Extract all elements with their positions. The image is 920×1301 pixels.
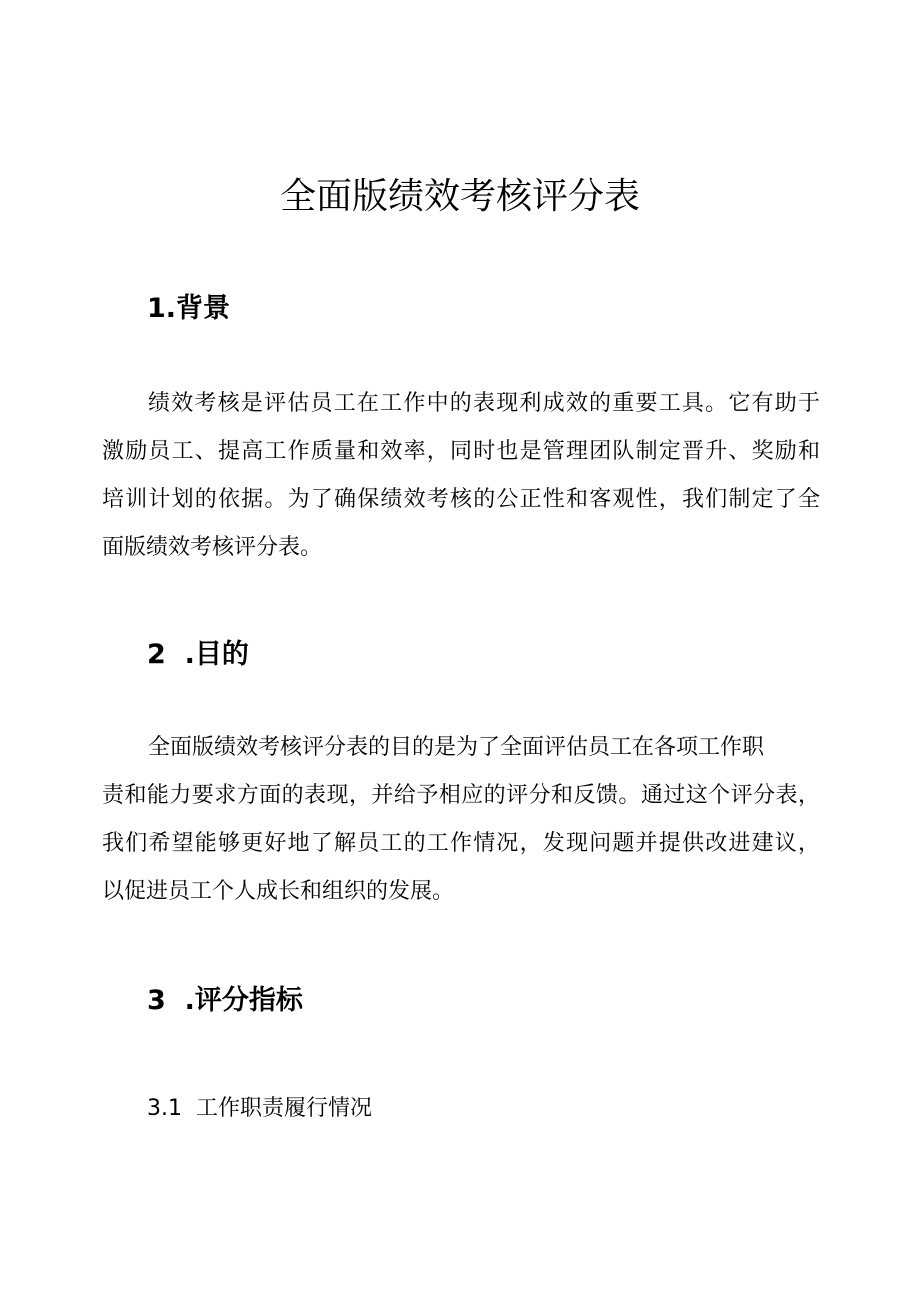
paragraph-line: 面版绩效考核评分表。: [102, 535, 323, 560]
paragraph-line: 以促进员工个人成长和组织的发展。: [102, 879, 455, 904]
section-heading-scoring-indicators: 3 .评分指标: [147, 985, 303, 1016]
paragraph-purpose: [102, 724, 820, 916]
section-heading-background: 1.背景: [147, 293, 231, 324]
document-title: 全面版绩效考核评分表: [279, 176, 640, 217]
paragraph-line: 培训计划的依据。为了确保绩效考核的公正性和客观性，我们制定了全: [102, 487, 820, 512]
paragraph-line: 我们希望能够更好地了解员工的工作情况，发现问题并提供改进建议，: [102, 831, 820, 856]
paragraph-line: 激励员工、提高工作质量和效率，同时也是管理团队制定晋升、奖励和: [102, 439, 820, 464]
paragraph-background: [102, 380, 820, 572]
paragraph-line: 全面版绩效考核评分表的目的是为了全面评估员工在各项工作职: [148, 735, 765, 760]
section-heading-purpose: 2 .目的: [147, 639, 249, 670]
paragraph-line: 绩效考核是评估员工在工作中的表现利成效的重要工具。它有助于: [148, 391, 820, 416]
paragraph-line: 责和能力要求方面的表现，并给予相应的评分和反馈。通过这个评分表，: [102, 783, 820, 808]
subsection-heading-job-duties: 3.1 工作职责履行情况: [147, 1096, 372, 1121]
